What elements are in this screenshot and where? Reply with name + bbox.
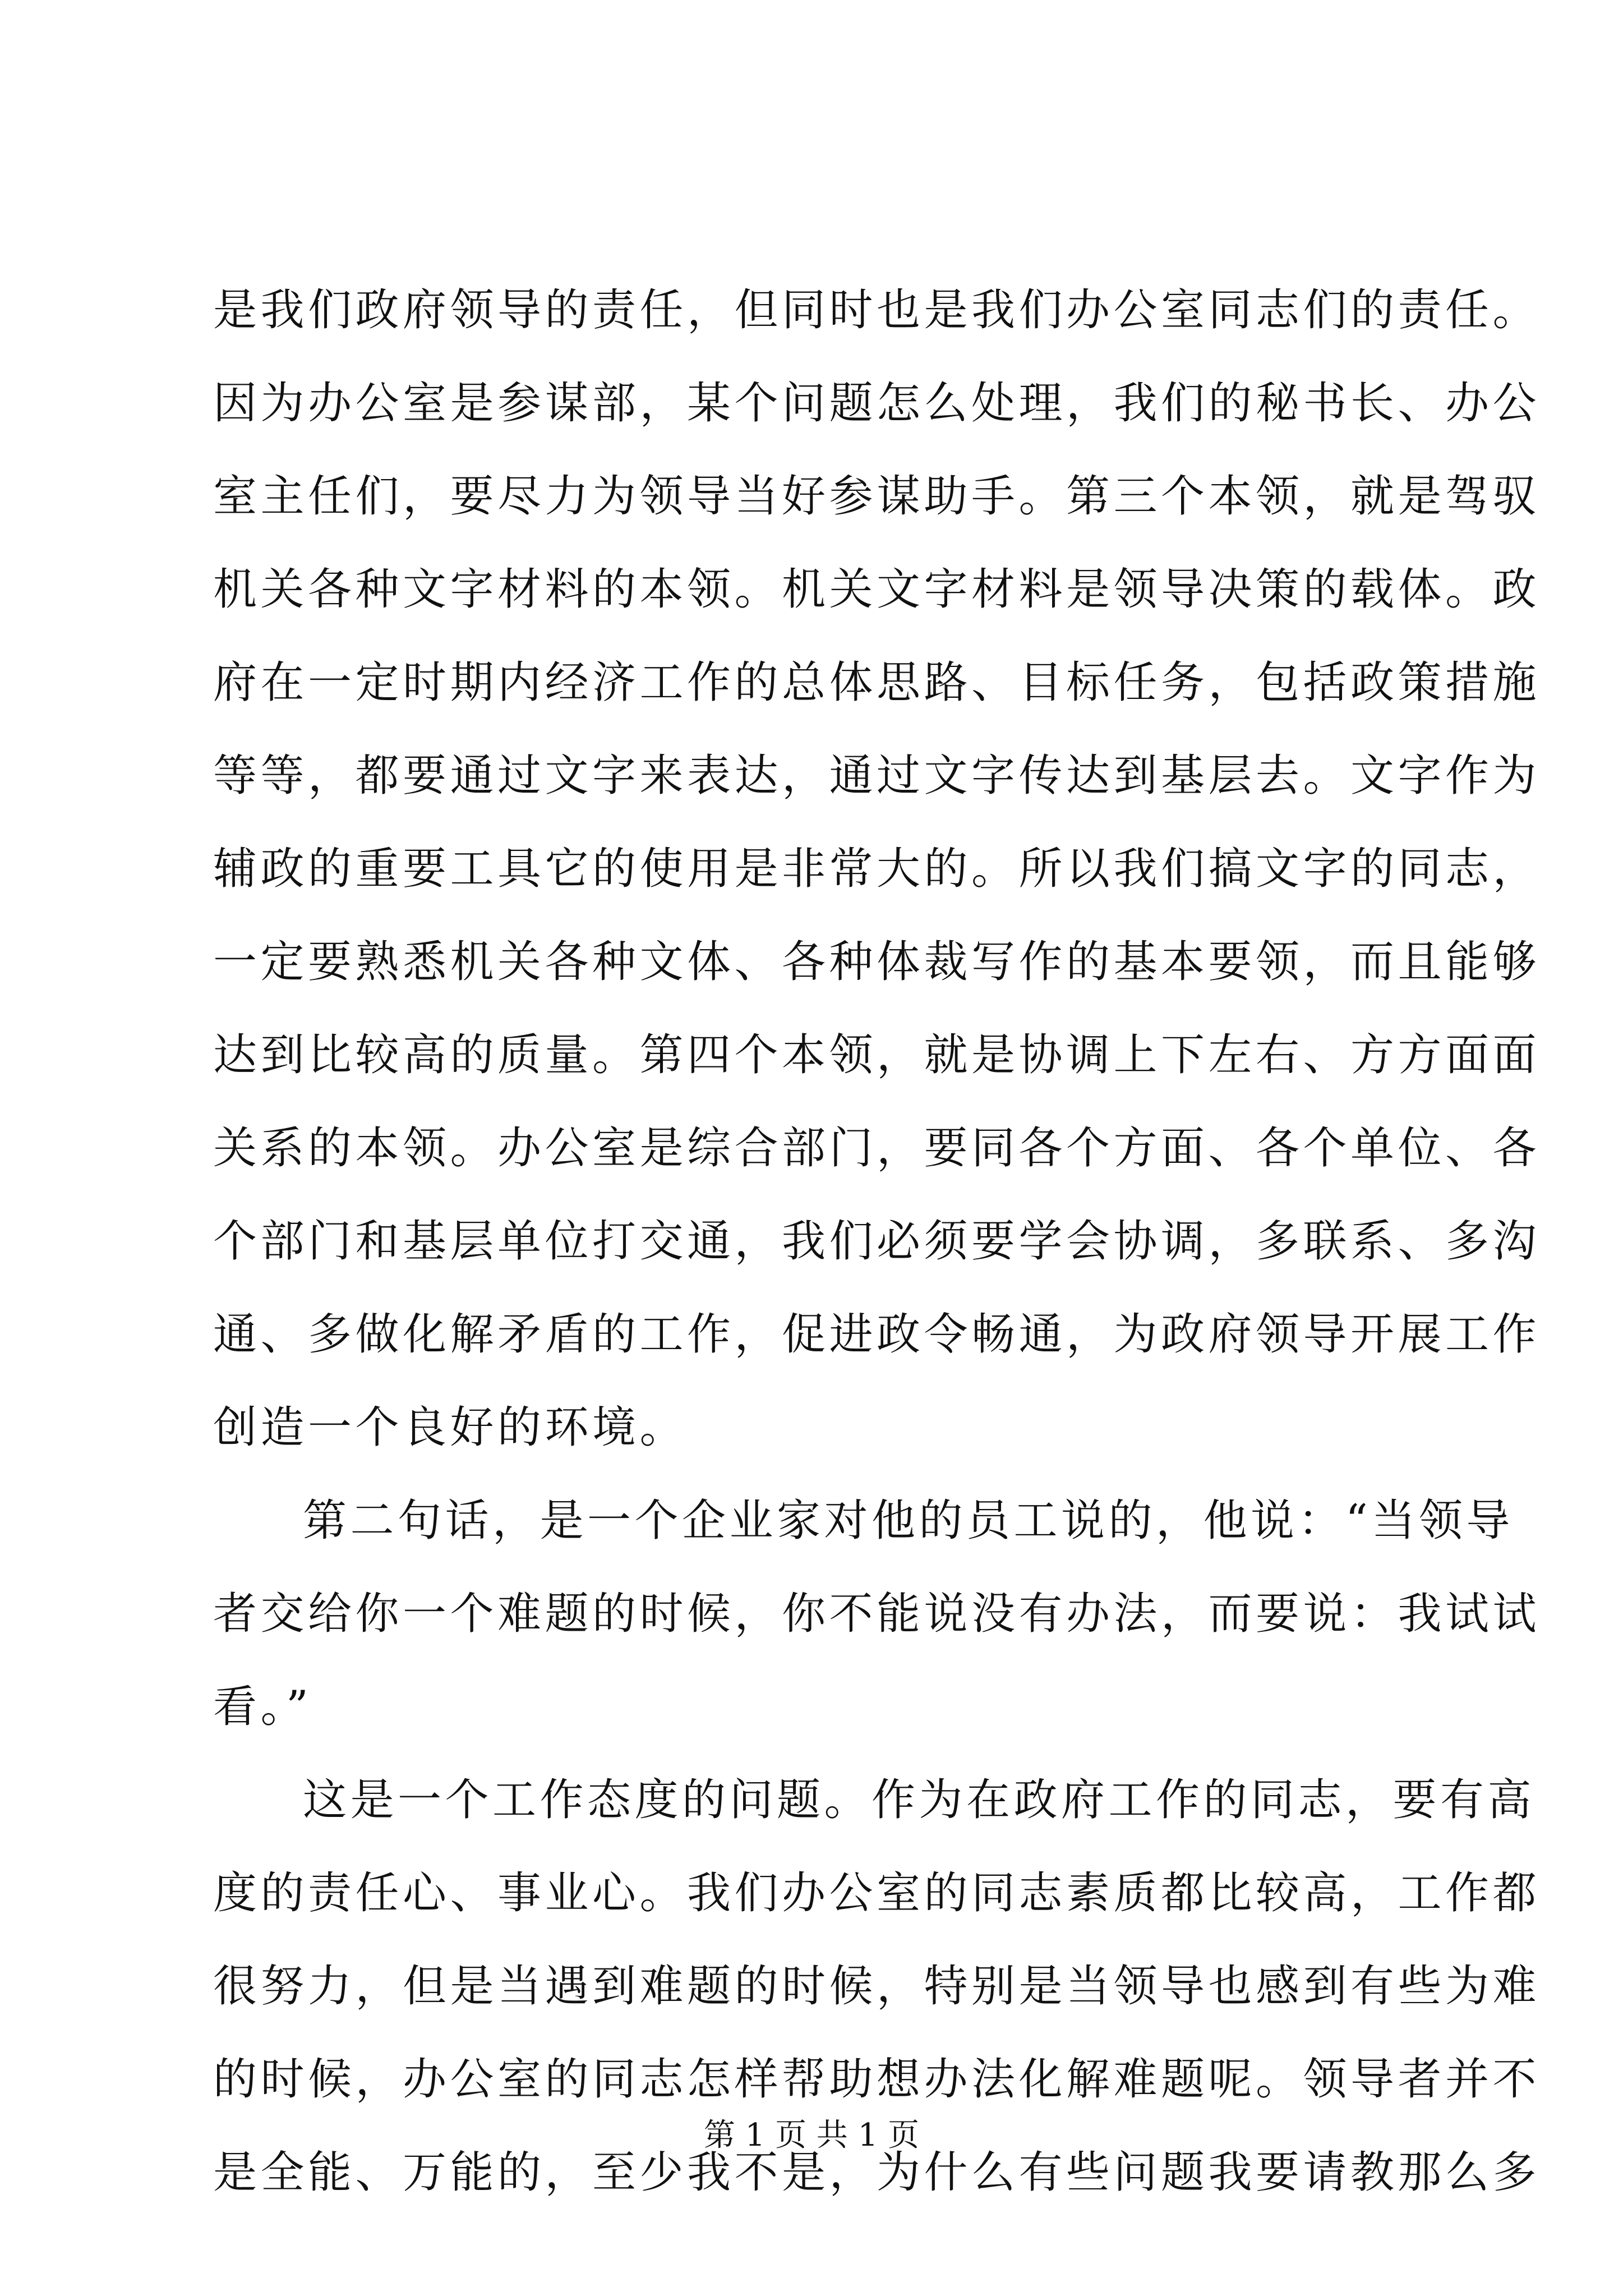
text-line: 达到比较高的质量。第四个本领，就是协调上下左右、方方面面 (213, 1030, 1541, 1080)
text-line: 机关各种文字材料的本领。机关文字材料是领导决策的载体。政 (213, 564, 1541, 615)
text-line: 一定要熟悉机关各种文体、各种体裁写作的基本要领，而且能够 (213, 937, 1541, 987)
text-line: 的时候，办公室的同志怎样帮助想办法化解难题呢。领导者并不 (213, 2054, 1541, 2105)
text-line: 看。” (213, 1682, 312, 1732)
text-line: 因为办公室是参谋部，某个问题怎么处理，我们的秘书长、办公 (213, 378, 1541, 429)
paragraph-start-line: 第二句话，是一个企业家对他的员工说的，他说：“当领导 (303, 1496, 1514, 1546)
text-line: 辅政的重要工具它的使用是非常大的。所以我们搞文字的同志， (213, 844, 1541, 894)
text-line: 创造一个良好的环境。 (213, 1402, 688, 1453)
text-line: 府在一定时期内经济工作的总体思路、目标任务，包括政策措施 (213, 657, 1541, 708)
text-line: 很努力，但是当遇到难题的时候，特别是当领导也感到有些为难 (213, 1961, 1541, 2012)
text-line: 关系的本领。办公室是综合部门，要同各个方面、各个单位、各 (213, 1123, 1541, 1174)
text-line: 通、多做化解矛盾的工作，促进政令畅通，为政府领导开展工作 (213, 1309, 1541, 1360)
paragraph-start-line: 这是一个工作态度的问题。作为在政府工作的同志，要有高 (303, 1775, 1536, 1825)
text-line: 是全能、万能的，至少我不是，为什么有些问题我要请教那么多 (213, 2147, 1541, 2198)
body-text (213, 264, 1541, 2219)
text-line: 个部门和基层单位打交通，我们必须要学会协调，多联系、多沟 (213, 1216, 1541, 1267)
text-line: 度的责任心、事业心。我们办公室的同志素质都比较高，工作都 (213, 1868, 1541, 1918)
text-line: 者交给你一个难题的时候，你不能说没有办法，而要说：我试试 (213, 1589, 1541, 1639)
text-line: 是我们政府领导的责任，但同时也是我们办公室同志们的责任。 (213, 285, 1541, 335)
page-number-footer: 第 1 页 共 1 页 (703, 2117, 920, 2154)
text-line: 等等，都要通过文字来表达，通过文字传达到基层去。文字作为 (213, 751, 1541, 801)
text-line: 室主任们，要尽力为领导当好参谋助手。第三个本领，就是驾驭 (213, 471, 1541, 522)
